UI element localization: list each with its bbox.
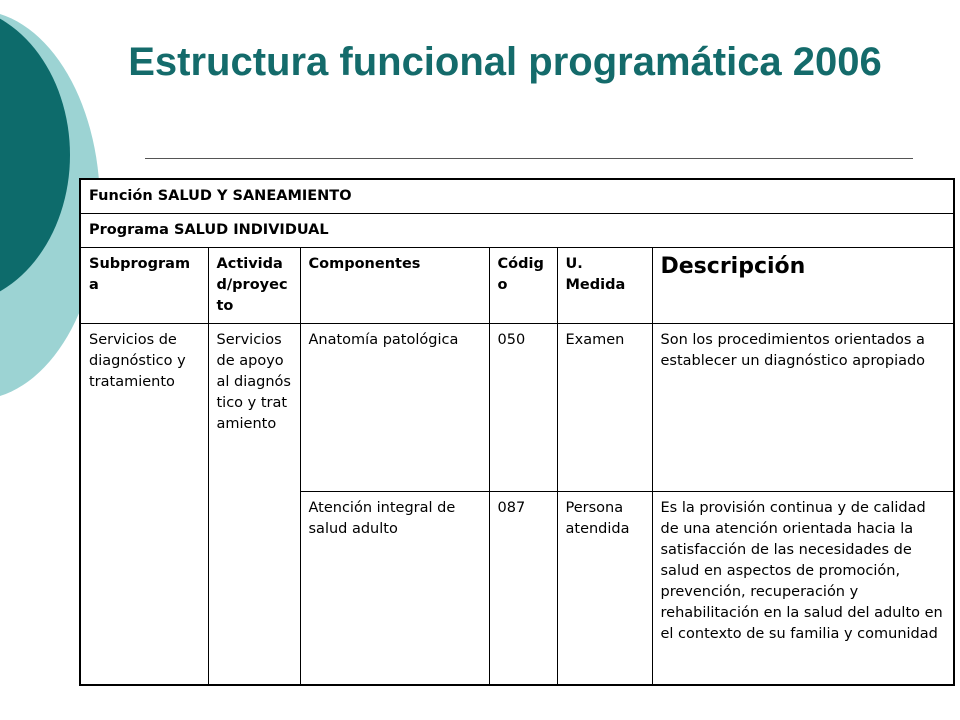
table-row [80, 324, 954, 492]
descripcion-cell: Son los procedimientos orientados a establecer un diagnóstico apropiado [652, 324, 954, 492]
componente-cell: Atención integral de salud adulto [300, 492, 489, 686]
funcion-cell: Función SALUD Y SANEAMIENTO [80, 179, 954, 214]
componente-cell: Anatomía patológica [300, 324, 489, 492]
title-divider [145, 158, 913, 159]
programa-row [80, 214, 954, 248]
program-structure-table [79, 178, 955, 686]
funcion-row [80, 179, 954, 214]
header-actividad: Actividad/proyecto [208, 248, 300, 324]
header-descripcion: Descripción [652, 248, 954, 324]
codigo-cell: 087 [489, 492, 557, 686]
descripcion-cell: Es la provisión continua y de calidad de una atención orientada hacia la satisfacción de las necesidades de salud en aspectos de promoción, prevención, recuperación y rehabilitación en la salud del adulto en el contexto de su familia y comunidad [652, 492, 954, 686]
header-row [80, 248, 954, 324]
header-subprograma: Subprograma [80, 248, 208, 324]
subprograma-cell: Servicios de diagnóstico y tratamiento [80, 324, 208, 686]
unidad-cell: Persona atendida [557, 492, 652, 686]
programa-cell: Programa SALUD INDIVIDUAL [80, 214, 954, 248]
actividad-cell: Servicios de apoyo al diagnóstico y tratamiento [208, 324, 300, 686]
header-unidad: U. Medida [557, 248, 652, 324]
header-codigo: Código [489, 248, 557, 324]
codigo-cell: 050 [489, 324, 557, 492]
slide-title: Estructura funcional programática 2006 [128, 40, 882, 84]
unidad-cell: Examen [557, 324, 652, 492]
header-componentes: Componentes [300, 248, 489, 324]
